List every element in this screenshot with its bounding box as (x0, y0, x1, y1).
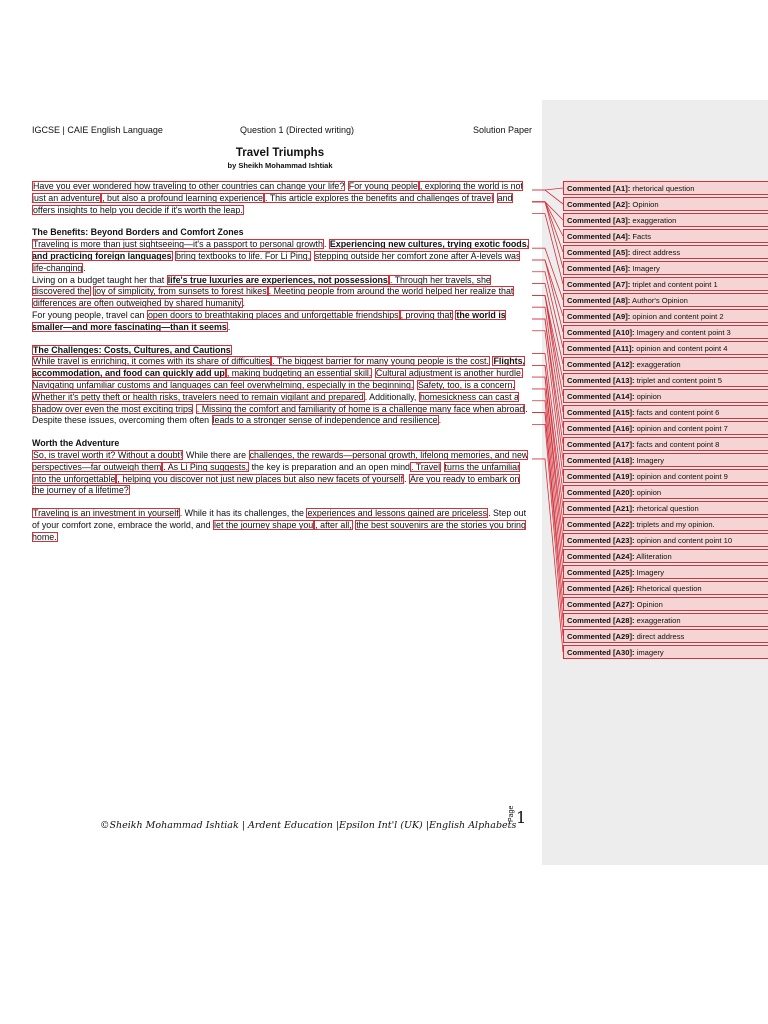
comment-id: Commented [A24]: (567, 552, 635, 561)
article-title: Travel Triumphs (235, 147, 325, 159)
comment-id: Commented [A16]: (567, 424, 635, 433)
comment-text: direct address (636, 632, 685, 641)
comment-id: Commented [A9]: (567, 312, 631, 321)
sentence-end: . (83, 262, 86, 273)
comment-balloon[interactable] (563, 277, 768, 291)
comment-anchor-a7[interactable]: offers insights to help you decide if it's worth the leap. (33, 204, 243, 215)
highlight-souvenirs[interactable]: the best souvenirs are the stories you bring home. (32, 519, 526, 542)
paragraph-benefits-3 (32, 310, 532, 334)
highlight-after-all[interactable]: , after all, (315, 519, 352, 530)
comment-text: opinion and content point 9 (636, 472, 728, 481)
text-run: . Despite these issues, overcoming them often (32, 403, 528, 426)
highlight-investment[interactable]: Traveling is an investment in yourself (33, 508, 179, 519)
highlight-unforgettable[interactable]: turns the unfamiliar into the unforgettable (32, 461, 521, 484)
header-paper-type: Solution Paper (472, 125, 532, 135)
comment-balloon[interactable] (563, 405, 768, 419)
page-footer: ©Sheikh Mohammad Ishtiak | Ardent Education |Epsilon Int'l (UK) |English Alphabets (100, 820, 517, 831)
comment-text: facts and content point 8 (636, 440, 720, 449)
highlight-journey-question[interactable]: Are you ready to embark on the journey of a lifetime? (32, 473, 520, 496)
comment-balloon[interactable] (563, 549, 768, 563)
comment-anchor-a5[interactable]: . This article explores the benefits and challenges of travel (264, 192, 494, 203)
comment-balloon[interactable] (563, 597, 768, 611)
comment-id: Commented [A6]: (567, 264, 631, 273)
comment-anchor-a8[interactable]: Traveling is more than just sightseeing—it's a passport to personal growth (33, 239, 323, 250)
highlight-journey-shape[interactable]: let the journey shape you (214, 519, 314, 530)
paragraph-challenges (32, 356, 532, 427)
section-heading-challenges (32, 345, 532, 357)
section-heading-worth: Worth the Adventure (32, 438, 120, 449)
comment-id: Commented [A7]: (567, 280, 631, 289)
comment-anchor-a26[interactable]: Safety, too, is a concern. Whether it's petty theft or health risks, travelers need to remain vigilant and prepared (32, 379, 515, 402)
comment-anchor-a29[interactable]: leads to a stronger sense of independence and resilience (212, 415, 438, 426)
comment-anchor-a12[interactable]: life's true luxuries are experiences, not possessions (167, 274, 388, 285)
comment-id: Commented [A4]: (567, 232, 631, 241)
highlight-travel[interactable]: . Travel (410, 461, 441, 472)
highlight-key-preparation[interactable]: the key is preparation and an open mind (251, 461, 410, 472)
comment-text: rhetorical question (636, 504, 699, 513)
comment-text: Rhetorical question (636, 584, 702, 593)
text-run: . Step out of your comfort zone, embrace the world, and (32, 508, 527, 530)
comment-balloon[interactable] (563, 357, 768, 371)
comment-id: Commented [A11]: (567, 344, 635, 353)
comment-anchor-a2[interactable]: For young people (348, 181, 418, 191)
comment-anchor-a13[interactable]: . Through her travels, she discovered the (32, 274, 491, 297)
comment-text: Opinion (632, 200, 659, 209)
text-run: While there are (185, 449, 247, 460)
comment-id: Commented [A13]: (567, 376, 635, 385)
comment-text: Imagery (636, 456, 665, 465)
comment-text: rhetorical question (632, 184, 695, 193)
sentence-end: . (227, 321, 231, 332)
comment-text: exaggeration (632, 216, 677, 225)
comment-balloon[interactable] (563, 629, 768, 643)
comment-text: direct address (632, 248, 681, 257)
comment-anchor-a18[interactable]: , proving that (400, 309, 452, 320)
comment-anchor-a23[interactable]: Flights, accommodation, and food can quickly add up (32, 356, 526, 379)
comment-balloon[interactable] (563, 389, 768, 403)
header-course: IGCSE | CAIE English Language (32, 125, 163, 135)
comment-balloon[interactable] (563, 229, 768, 243)
comment-anchor-a16[interactable]: differences are often outweighed by shared humanity (33, 298, 242, 309)
header-question: Question 1 (Directed writing) (240, 125, 355, 135)
comment-balloon[interactable] (563, 309, 768, 323)
comment-id: Commented [A21]: (567, 504, 635, 513)
comment-id: Commented [A19]: (567, 472, 635, 481)
page-number-value: 1 (516, 808, 527, 827)
comment-balloon[interactable] (563, 437, 768, 451)
comment-text: opinion and content point 2 (632, 312, 724, 321)
comment-id: Commented [A26]: (567, 584, 635, 593)
sentence-end: . (242, 298, 246, 309)
comment-balloon[interactable] (563, 181, 768, 195)
comment-text: exaggeration (636, 616, 681, 625)
comment-text: triplets and my opinion. (636, 520, 715, 529)
comment-balloon[interactable] (563, 565, 768, 579)
comment-id: Commented [A18]: (567, 456, 635, 465)
comment-anchor-a27[interactable]: homesickness can cast a shadow over even the most exciting trips (32, 391, 519, 414)
comment-text: Imagery (632, 264, 660, 273)
comment-balloon[interactable] (563, 341, 768, 355)
comment-text: opinion (636, 392, 662, 401)
paragraph-worth (32, 450, 532, 497)
comment-anchor-a17[interactable]: open doors to breathtaking places and unforgettable friendships (147, 309, 399, 320)
comment-id: Commented [A3]: (567, 216, 631, 225)
comment-id: Commented [A22]: (567, 520, 635, 529)
comment-anchor-a19[interactable]: the world is smaller—and more fascinating—than it seems (32, 309, 506, 332)
article-byline: by Sheikh Mohammad Ishtiak (227, 161, 333, 170)
highlight-priceless[interactable]: experiences and lessons gained are priceless (307, 508, 488, 519)
comment-text: Alliteration (636, 552, 672, 561)
comment-text: facts and content point 6 (636, 408, 720, 417)
comment-text: Imagery and content point 3 (636, 328, 731, 337)
comment-text: Imagery (636, 568, 665, 577)
comment-anchor-a25[interactable]: Cultural adjustment is another hurdle. Navigating unfamiliar customs and languages can feel overwhelming, especially in the beginning. (32, 368, 524, 390)
comment-text: exaggeration (636, 360, 681, 369)
comment-id: Commented [A25]: (567, 568, 635, 577)
comment-anchor-a15[interactable]: . Meeting people from around the world helped her realize that (268, 286, 514, 297)
comment-id: Commented [A8]: (567, 296, 631, 305)
comment-id: Commented [A12]: (567, 360, 635, 369)
comment-id: Commented [A20]: (567, 488, 635, 497)
comment-text: Opinion (636, 600, 663, 609)
comment-balloon[interactable] (563, 373, 768, 387)
comment-anchor-a14[interactable]: joy of simplicity, from sunsets to forest hikes (94, 286, 267, 297)
comment-balloon[interactable] (563, 485, 768, 499)
comment-id: Commented [A28]: (567, 616, 635, 625)
comment-id: Commented [A14]: (567, 392, 635, 401)
comment-anchor-a1[interactable]: Have you ever wondered how traveling to other countries can change your life? (33, 181, 345, 191)
sentence-end: . (404, 473, 407, 484)
text-run: . Additionally, (364, 391, 417, 402)
comment-id: Commented [A1]: (567, 184, 631, 193)
comment-text: Author's Opinion (632, 296, 688, 305)
comment-balloon[interactable] (563, 197, 768, 211)
comment-anchor-a11[interactable]: stepping outside her comfort zone after A-levels was life-changing (32, 250, 521, 273)
text-run: . While it has its challenges, the (179, 508, 304, 519)
highlight-new-facets[interactable]: , helping you discover not just new places but also new facets of yourself (117, 473, 404, 484)
paragraph-intro (32, 181, 532, 216)
comment-balloon[interactable] (563, 421, 768, 435)
article-body[interactable] (32, 181, 532, 544)
text-run: Living on a budget taught her that (32, 274, 165, 285)
paragraph-benefits-1: Traveling is more than just sightseeing—it's a passport to personal growth. Experiencing new cultures, trying exotic foods, and practicing foreign languages bring textbooks to life. For Li Ping, stepping outside her comfort zone after A-levels was life-changing. (32, 239, 530, 273)
page-label: Page (508, 805, 515, 822)
comment-anchor-a6[interactable]: and (497, 192, 513, 203)
highlight-rewards[interactable]: challenges, the rewards—personal growth, lifelong memories, and new perspectives—far outweigh them (32, 449, 529, 472)
section-heading-benefits: The Benefits: Beyond Borders and Comfort Zones (32, 227, 244, 238)
comment-id: Commented [A27]: (567, 600, 635, 609)
comment-balloon[interactable] (563, 613, 768, 627)
comment-text: opinion and content point 7 (636, 424, 728, 433)
page-number (508, 805, 538, 848)
comment-text: triplet and content point 1 (632, 280, 718, 289)
comment-anchor-a30[interactable]: So, is travel worth it? Without a doubt! (33, 449, 183, 460)
comment-text: Facts (632, 232, 651, 241)
paragraph-conclusion (32, 508, 532, 543)
comment-id: Commented [A15]: (567, 408, 635, 417)
comment-anchor-a20[interactable]: The Challenges: Costs, Cultures, and Cautions (33, 344, 231, 355)
comment-id: Commented [A23]: (567, 536, 635, 545)
comment-balloon[interactable] (563, 453, 768, 467)
comment-anchor-a9[interactable]: Experiencing new cultures, trying exotic foods, and practicing foreign languages (32, 239, 530, 261)
text-run: For young people, travel can (32, 309, 145, 320)
comment-text: imagery (636, 648, 664, 657)
comment-text: triplet and content point 5 (636, 376, 722, 385)
comment-id: Commented [A5]: (567, 248, 631, 257)
comment-balloon[interactable] (563, 645, 768, 659)
comment-balloon[interactable] (563, 293, 768, 307)
comment-anchor-a4[interactable]: , but also a profound learning experience (102, 192, 263, 203)
comment-balloon[interactable] (563, 581, 768, 595)
comment-balloon[interactable] (563, 261, 768, 275)
comment-anchor-a10[interactable]: bring textbooks to life. For Li Ping, (176, 250, 311, 261)
comment-balloon[interactable] (563, 533, 768, 547)
comment-anchor-a22[interactable]: . The biggest barrier for many young people is the cost. (272, 356, 489, 367)
comments-list (563, 181, 768, 661)
comment-anchor-a21[interactable]: While travel is enriching, it comes with its share of difficulties (33, 356, 271, 367)
comment-id: Commented [A29]: (567, 632, 635, 641)
comment-text: opinion and content point 10 (636, 536, 733, 545)
comment-text: opinion (636, 488, 662, 497)
comment-id: Commented [A17]: (567, 440, 635, 449)
paragraph-benefits-2 (32, 275, 532, 310)
comment-anchor-a28[interactable]: . Missing the comfort and familiarity of home is a challenge many face when abroad (196, 403, 525, 414)
comment-id: Commented [A2]: (567, 200, 631, 209)
comment-id: Commented [A30]: (567, 648, 635, 657)
comment-balloon[interactable] (563, 469, 768, 483)
comment-balloon[interactable] (563, 517, 768, 531)
highlight-li-ping[interactable]: . As Li Ping suggests, (163, 461, 249, 472)
comment-anchor-a3[interactable]: , exploring the world is not just an adventure (32, 181, 523, 203)
comment-anchor-a24[interactable]: , making budgeting an essential skill. (226, 368, 372, 379)
comment-balloon[interactable] (563, 213, 768, 227)
comment-id: Commented [A10]: (567, 328, 635, 337)
sentence-end: . (438, 415, 442, 426)
comment-balloon[interactable] (563, 325, 768, 339)
comment-text: opinion and content point 4 (636, 344, 728, 353)
comment-balloon[interactable] (563, 501, 768, 515)
comment-balloon[interactable] (563, 245, 768, 259)
